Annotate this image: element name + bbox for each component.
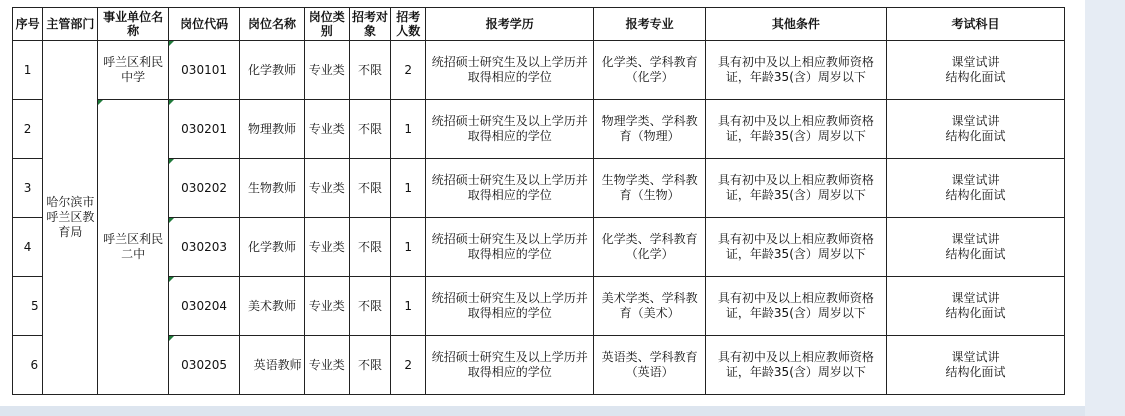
major-cell[interactable]: 美术学类、学科教育（美术）: [594, 277, 706, 336]
header-cell[interactable]: 事业单位名称: [98, 8, 168, 41]
header-cell[interactable]: 招考人数: [391, 8, 426, 41]
title-cell[interactable]: 英语教师: [240, 336, 304, 395]
unit-cell[interactable]: 呼兰区利民中学: [98, 41, 168, 100]
target-cell[interactable]: 不限: [349, 277, 390, 336]
exam-cell[interactable]: 课堂试讲 结构化面试: [886, 159, 1064, 218]
row-number-cell[interactable]: 4: [13, 218, 43, 277]
count-cell[interactable]: 1: [391, 218, 426, 277]
conditions-cell[interactable]: 具有初中及以上相应教师资格证，年龄35(含）周岁以下: [705, 159, 886, 218]
count-cell[interactable]: 2: [391, 41, 426, 100]
category-cell[interactable]: 专业类: [304, 277, 349, 336]
major-cell[interactable]: 英语类、学科教育（英语）: [594, 336, 706, 395]
row-number-cell[interactable]: 5: [13, 277, 43, 336]
title-cell[interactable]: 化学教师: [240, 218, 304, 277]
target-cell[interactable]: 不限: [349, 336, 390, 395]
code-cell[interactable]: 030202: [168, 159, 239, 218]
category-cell[interactable]: 专业类: [304, 159, 349, 218]
target-cell[interactable]: 不限: [349, 41, 390, 100]
major-cell[interactable]: 物理学类、学科教育（物理）: [594, 100, 706, 159]
row-number-cell[interactable]: 6: [13, 336, 43, 395]
header-cell[interactable]: 岗位名称: [240, 8, 304, 41]
header-cell[interactable]: 序号: [13, 8, 43, 41]
count-cell[interactable]: 1: [391, 277, 426, 336]
exam-cell[interactable]: 课堂试讲 结构化面试: [886, 277, 1064, 336]
table-row: [13, 159, 1065, 218]
code-cell[interactable]: 030205: [168, 336, 239, 395]
unit-cell[interactable]: 呼兰区利民二中: [98, 100, 168, 395]
row-number-cell[interactable]: 2: [13, 100, 43, 159]
table-row: [13, 336, 1065, 395]
conditions-cell[interactable]: 具有初中及以上相应教师资格证，年龄35(含）周岁以下: [705, 336, 886, 395]
count-cell[interactable]: 1: [391, 159, 426, 218]
window-right-margin: [1085, 0, 1125, 416]
supervisor-cell[interactable]: 哈尔滨市呼兰区教育局: [43, 41, 98, 395]
education-cell[interactable]: 统招硕士研究生及以上学历并取得相应的学位: [426, 218, 594, 277]
education-cell[interactable]: 统招硕士研究生及以上学历并取得相应的学位: [426, 100, 594, 159]
recruitment-table: [12, 7, 1065, 395]
category-cell[interactable]: 专业类: [304, 336, 349, 395]
header-cell[interactable]: 报考学历: [426, 8, 594, 41]
conditions-cell[interactable]: 具有初中及以上相应教师资格证，年龄35(含）周岁以下: [705, 41, 886, 100]
target-cell[interactable]: 不限: [349, 218, 390, 277]
table-row: [13, 41, 1065, 100]
education-cell[interactable]: 统招硕士研究生及以上学历并取得相应的学位: [426, 277, 594, 336]
header-cell[interactable]: 招考对象: [349, 8, 390, 41]
target-cell[interactable]: 不限: [349, 100, 390, 159]
row-number-cell[interactable]: 1: [13, 41, 43, 100]
title-cell[interactable]: 物理教师: [240, 100, 304, 159]
category-cell[interactable]: 专业类: [304, 41, 349, 100]
title-cell[interactable]: 生物教师: [240, 159, 304, 218]
code-cell[interactable]: 030203: [168, 218, 239, 277]
header-cell[interactable]: 岗位代码: [168, 8, 239, 41]
header-cell[interactable]: 岗位类别: [304, 8, 349, 41]
education-cell[interactable]: 统招硕士研究生及以上学历并取得相应的学位: [426, 336, 594, 395]
category-cell[interactable]: 专业类: [304, 218, 349, 277]
education-cell[interactable]: 统招硕士研究生及以上学历并取得相应的学位: [426, 159, 594, 218]
education-cell[interactable]: 统招硕士研究生及以上学历并取得相应的学位: [426, 41, 594, 100]
header-cell[interactable]: 考试科目: [886, 8, 1064, 41]
exam-cell[interactable]: 课堂试讲 结构化面试: [886, 336, 1064, 395]
table-row: [13, 100, 1065, 159]
conditions-cell[interactable]: 具有初中及以上相应教师资格证，年龄35(含）周岁以下: [705, 100, 886, 159]
conditions-cell[interactable]: 具有初中及以上相应教师资格证，年龄35(含）周岁以下: [705, 277, 886, 336]
title-cell[interactable]: 化学教师: [240, 41, 304, 100]
table-row: [13, 277, 1065, 336]
header-row: [13, 8, 1065, 41]
major-cell[interactable]: 生物学类、学科教育（生物）: [594, 159, 706, 218]
category-cell[interactable]: 专业类: [304, 100, 349, 159]
code-cell[interactable]: 030204: [168, 277, 239, 336]
major-cell[interactable]: 化学类、学科教育（化学）: [594, 218, 706, 277]
window-bottom-margin: [0, 406, 1085, 416]
exam-cell[interactable]: 课堂试讲 结构化面试: [886, 41, 1064, 100]
target-cell[interactable]: 不限: [349, 159, 390, 218]
exam-cell[interactable]: 课堂试讲 结构化面试: [886, 100, 1064, 159]
code-cell[interactable]: 030101: [168, 41, 239, 100]
row-number-cell[interactable]: 3: [13, 159, 43, 218]
exam-cell[interactable]: 课堂试讲 结构化面试: [886, 218, 1064, 277]
header-cell[interactable]: 主管部门: [43, 8, 98, 41]
major-cell[interactable]: 化学类、学科教育（化学）: [594, 41, 706, 100]
count-cell[interactable]: 2: [391, 336, 426, 395]
header-cell[interactable]: 报考专业: [594, 8, 706, 41]
code-cell[interactable]: 030201: [168, 100, 239, 159]
header-cell[interactable]: 其他条件: [705, 8, 886, 41]
table-row: [13, 218, 1065, 277]
conditions-cell[interactable]: 具有初中及以上相应教师资格证，年龄35(含）周岁以下: [705, 218, 886, 277]
title-cell[interactable]: 美术教师: [240, 277, 304, 336]
count-cell[interactable]: 1: [391, 100, 426, 159]
